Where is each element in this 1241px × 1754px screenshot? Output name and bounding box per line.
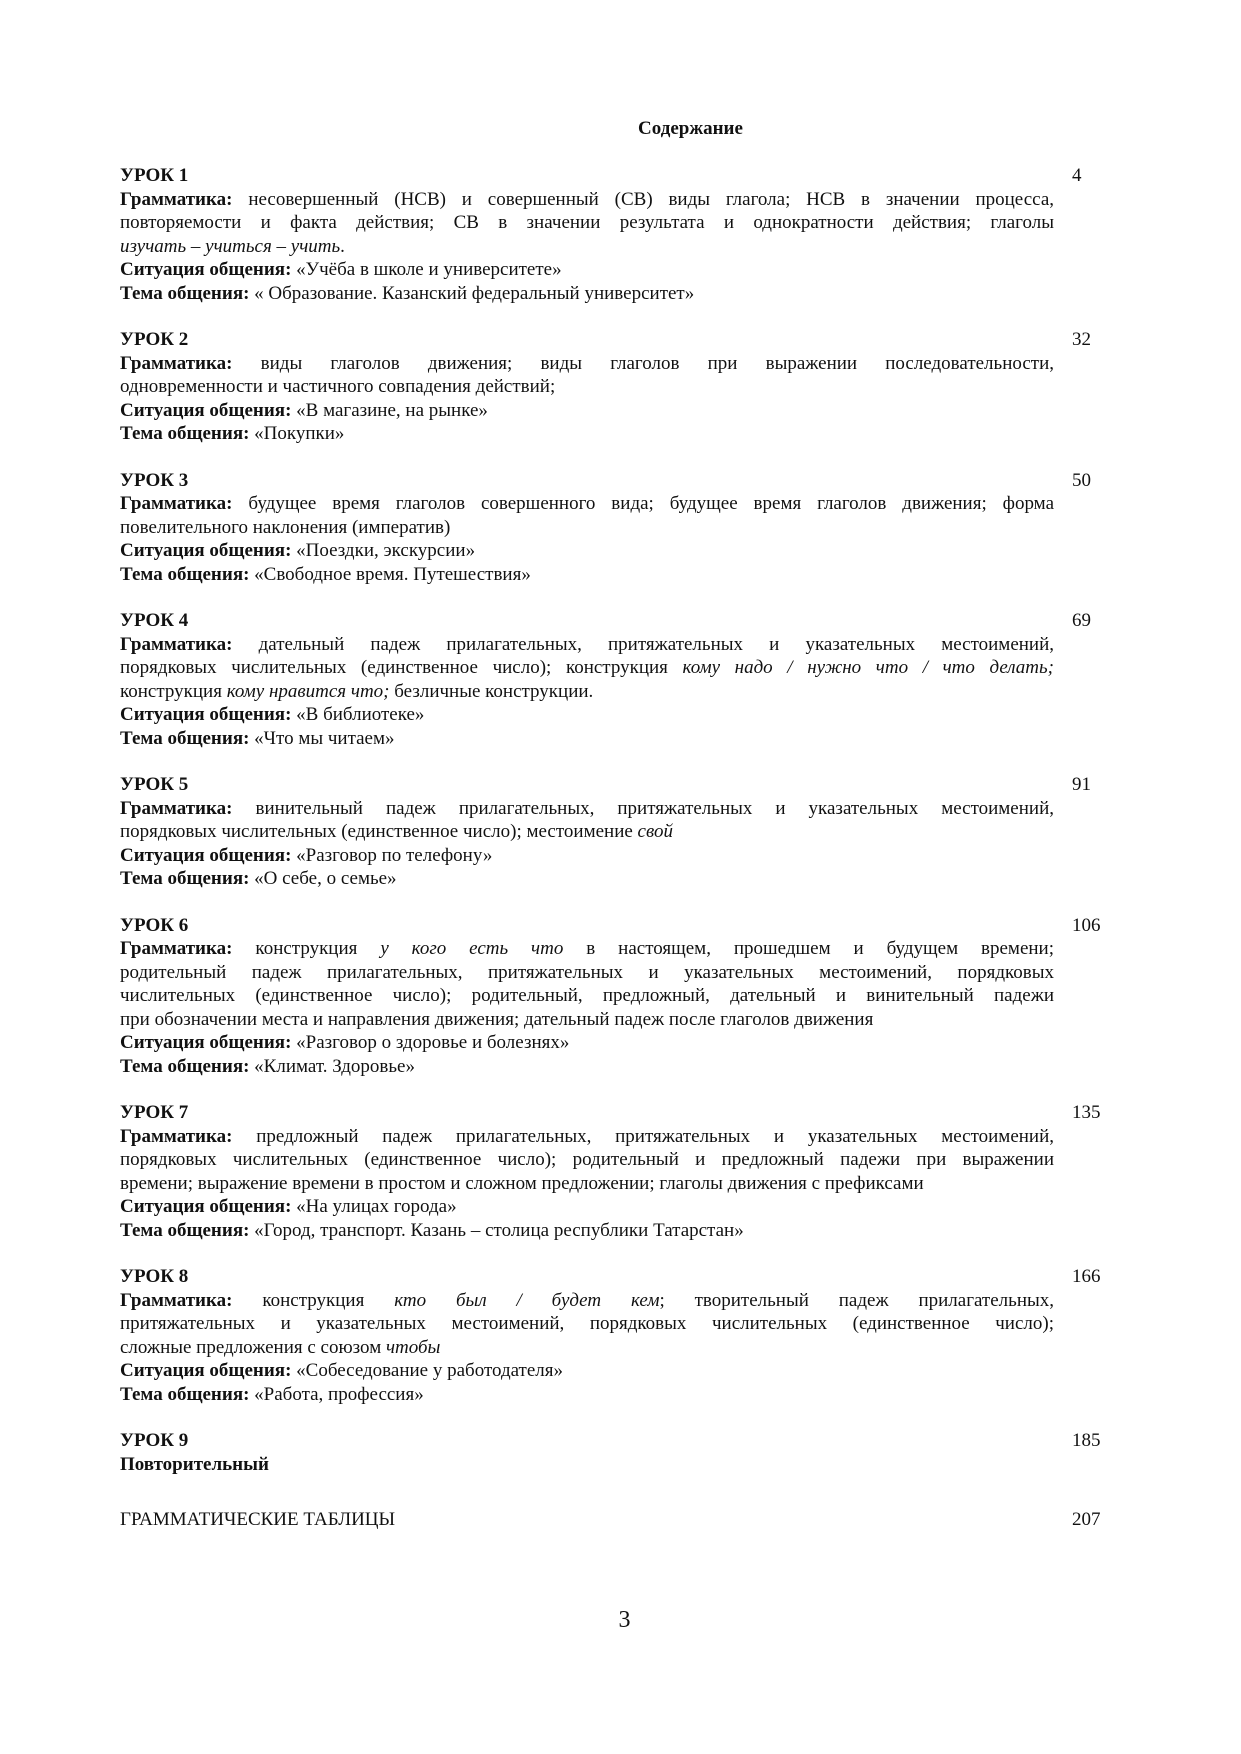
appendix-label: ГРАММАТИЧЕСКИЕ ТАБЛИЦЫ (120, 1509, 396, 1530)
grammar-text: порядковых числительных (единственное число); конструкция (120, 657, 668, 678)
grammar-text: притяжательных и указательных местоимений, порядковых числительных (единственное число); (120, 1313, 1054, 1334)
lesson-heading: УРОК 8 (120, 1266, 189, 1287)
grammar-italic: кому надо / нужно что / что делать; (682, 657, 1054, 678)
situation-text: «Учёба в школе и университете» (296, 259, 562, 280)
situation-label: Ситуация общения: (120, 399, 292, 421)
grammar-italic: кому нравится что; (226, 680, 390, 702)
page-number-link[interactable]: 106 (1072, 914, 1101, 936)
lesson-heading: УРОК 2 (120, 329, 189, 350)
topic-text: «Климат. Здоровье» (254, 1055, 415, 1077)
toc-entry-lesson-9 (120, 1429, 1120, 1476)
lesson-heading: УРОК 1 (120, 165, 189, 186)
grammar-label: Грамматика: (120, 188, 233, 210)
grammar-label: Грамматика: (120, 797, 233, 819)
topic-label: Тема общения: (120, 282, 250, 304)
lesson-heading: УРОК 5 (120, 774, 189, 795)
page-number-link[interactable]: 91 (1072, 774, 1091, 795)
lesson-heading: УРОК 3 (120, 469, 189, 491)
grammar-italic: изучать – учиться – учить (120, 235, 341, 257)
grammar-text: дательный падеж прилагательных, притяжательных и указательных местоимений, (258, 633, 1055, 655)
page-number-link[interactable]: 207 (1072, 1509, 1101, 1530)
grammar-label: Грамматика: (120, 633, 233, 655)
grammar-text: сложные предложения с союзом (120, 1336, 382, 1358)
grammar-label: Грамматика: (120, 493, 233, 514)
grammar-text: одновременности и частичного совпадения действий; (120, 376, 556, 397)
topic-label: Тема общения: (120, 1219, 250, 1241)
page-title: Содержание (638, 118, 743, 139)
situation-text: «В магазине, на рынке» (296, 399, 488, 421)
topic-label: Тема общения: (120, 727, 250, 749)
grammar-text: времени; выражение времени в простом и сложном предложении; глаголы движения с префиксами (120, 1172, 924, 1194)
page-number-link[interactable]: 50 (1072, 469, 1091, 491)
grammar-text: числительных (единственное число); родительный, предложный, дательный и винительный падежи (120, 985, 1054, 1006)
page-number-link[interactable]: 185 (1072, 1430, 1101, 1451)
topic-label: Тема общения: (120, 423, 250, 444)
grammar-text: несовершенный (НСВ) и совершенный (СВ) виды глагола; НСВ в значении процесса, (248, 188, 1054, 210)
grammar-italic: чтобы (385, 1336, 441, 1358)
situation-label: Ситуация общения: (120, 704, 292, 725)
page-number-link[interactable]: 135 (1072, 1102, 1101, 1123)
grammar-text: повелительного наклонения (императив) (120, 516, 451, 538)
grammar-label: Грамматика: (120, 1125, 233, 1147)
toc-entry-lesson-7 (120, 1101, 1120, 1242)
situation-text: «Поездки, экскурсии» (296, 540, 476, 561)
grammar-text: при обозначении места и направления движения; дательный падеж после глаголов движения (120, 1008, 874, 1030)
topic-text: «Город, транспорт. Казань – столица республики Татарстан» (254, 1219, 744, 1241)
situation-text: «Разговор о здоровье и болезнях» (296, 1032, 570, 1053)
topic-label: Тема общения: (120, 1383, 250, 1405)
lesson-heading: УРОК 9 (120, 1430, 189, 1451)
grammar-text: в настоящем, прошедшем и будущем времени; (586, 938, 1055, 959)
topic-text: «Свободное время. Путешествия» (254, 563, 531, 585)
grammar-text: порядковых числительных (единственное число); родительный и предложный падежи при выражении (120, 1149, 1054, 1170)
toc-entry-lesson-3 (120, 469, 1120, 587)
lesson-heading: УРОК 7 (120, 1102, 189, 1123)
situation-text: «Разговор по телефону» (296, 844, 493, 866)
topic-label: Тема общения: (120, 868, 250, 889)
page-number-link[interactable]: 166 (1072, 1266, 1101, 1287)
grammar-italic: кто был / будет кем (394, 1289, 660, 1311)
grammar-text: конструкция (255, 938, 358, 959)
topic-label: Тема общения: (120, 563, 250, 585)
grammar-text: повторяемости и факта действия; СВ в значении результата и однократности действия; глаголы (120, 212, 1054, 233)
grammar-label: Грамматика: (120, 1289, 233, 1311)
lesson-heading: УРОК 4 (120, 610, 189, 631)
page-number: 3 (618, 1607, 631, 1633)
grammar-italic: у кого есть что (380, 938, 564, 959)
topic-text: «Покупки» (254, 423, 345, 444)
table-of-contents (120, 164, 1120, 1499)
situation-label: Ситуация общения: (120, 844, 292, 866)
situation-label: Ситуация общения: (120, 259, 292, 280)
situation-label: Ситуация общения: (120, 540, 292, 561)
situation-text: «Собеседование у работодателя» (296, 1360, 564, 1381)
grammar-text: ; творительный падеж прилагательных, (659, 1289, 1055, 1311)
grammar-text: порядковых числительных (единственное число); местоимение (120, 821, 633, 842)
grammar-text: виды глаголов движения; виды глаголов при выражении последовательности, (260, 352, 1055, 374)
grammar-text: будущее время глаголов совершенного вида; будущее время глаголов движения; форма (248, 493, 1055, 514)
grammar-text: предложный падеж прилагательных, притяжательных и указательных местоимений, (256, 1125, 1054, 1147)
topic-text: «Работа, профессия» (254, 1383, 424, 1405)
lesson-heading: УРОК 6 (120, 914, 189, 936)
page-number-link[interactable]: 69 (1072, 610, 1091, 631)
situation-text: «На улицах города» (296, 1196, 457, 1217)
topic-label: Тема общения: (120, 1055, 250, 1077)
grammar-text: конструкция (262, 1289, 365, 1311)
lesson-subtitle: Повторительный (120, 1453, 269, 1475)
topic-text: «О себе, о семье» (254, 868, 397, 889)
grammar-text: родительный падеж прилагательных, притяжательных и указательных местоимений, порядковых (120, 961, 1054, 983)
toc-entry-lesson-4 (120, 609, 1120, 750)
topic-text: «Что мы читаем» (254, 727, 395, 749)
toc-entry-lesson-1 (120, 164, 1120, 305)
grammar-text: безличные конструкции. (394, 680, 594, 702)
grammar-text: . (340, 235, 345, 257)
grammar-label: Грамматика: (120, 938, 233, 959)
situation-label: Ситуация общения: (120, 1196, 292, 1217)
toc-entry-lesson-2 (120, 328, 1120, 446)
toc-entry-appendix (120, 1508, 1120, 1532)
grammar-text: винительный падеж прилагательных, притяжательных и указательных местоимений, (255, 797, 1054, 819)
situation-label: Ситуация общения: (120, 1032, 292, 1053)
page-number-link[interactable]: 4 (1072, 165, 1082, 186)
situation-text: «В библиотеке» (296, 704, 425, 725)
grammar-label: Грамматика: (120, 352, 233, 374)
situation-label: Ситуация общения: (120, 1360, 292, 1381)
grammar-text: конструкция (120, 680, 222, 702)
topic-text: « Образование. Казанский федеральный университет» (254, 282, 695, 304)
page-number-link[interactable]: 32 (1072, 329, 1091, 350)
toc-entry-lesson-8 (120, 1265, 1120, 1406)
grammar-italic: свой (637, 821, 673, 842)
toc-entry-lesson-6 (120, 914, 1120, 1079)
toc-entry-lesson-5 (120, 773, 1120, 891)
